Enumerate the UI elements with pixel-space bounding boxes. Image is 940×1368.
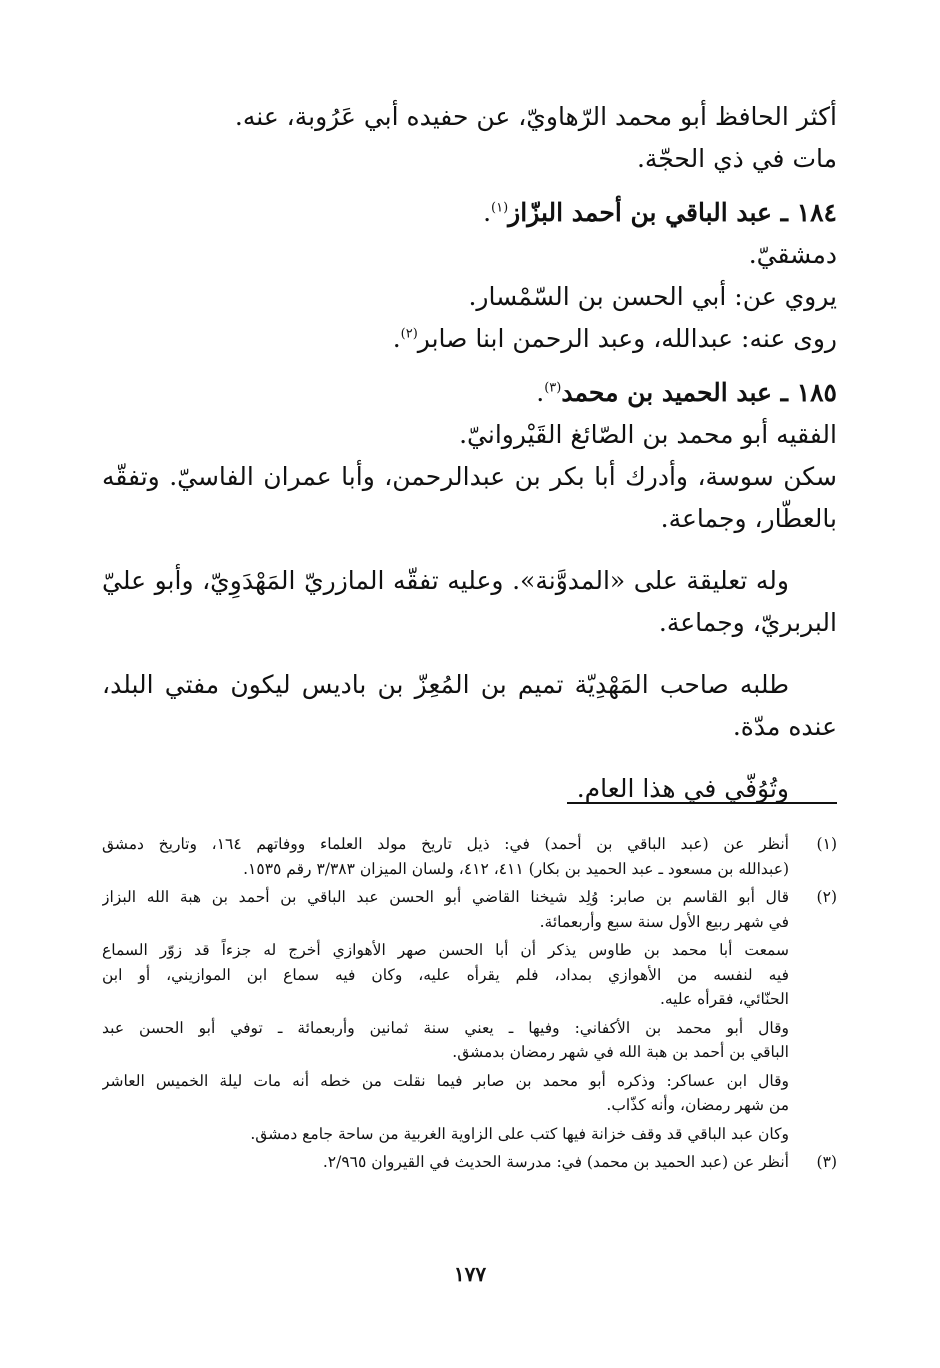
footnote-line: قال أبو القاسم بن صابر: وُلِد شيخنا القاضي أبو الحسن عبد الباقي بن أحمد بن هبة الله البزاز [102, 888, 789, 906]
text-line: سكن سوسة، وأدرك أبا بكر بن عبدالرحمن، وأبا عمران الفاسيّ. وتفقّه [102, 462, 837, 491]
heading-period: . [536, 378, 545, 407]
text-line: مات في ذي الحجّة. [636, 144, 837, 173]
entry-heading-text: ١٨٤ ـ عبد الباقي بن أحمد البزّاز [508, 198, 837, 227]
footnote-line: (عبدالله بن مسعود ـ عبد الحميد بن بكار) ٤١١، ٤١٢، ولسان الميزان ٣/٣٨٣ رقم ١٥٣٥. [243, 859, 789, 878]
footnote-separator [567, 802, 837, 804]
footnote-line: وكان عبد الباقي قد وقف خزانة فيها كتب على الزاوية الغربية من ساحة جامع دمشق. [250, 1124, 789, 1143]
footnote-line: الباقي بن أحمد بن هبة الله في شهر رمضان بدمشق. [452, 1043, 789, 1061]
main-text [102, 96, 837, 810]
footnote-line: وقال ابن عساكر: وذكره أبو محمد بن صابر فيما نقلت من خطه أنه مات ليلة الخميس العاشر [102, 1071, 789, 1090]
text-line: وتُوُفّي في هذا العام. [576, 774, 789, 803]
text-line: يروي عن: أبي الحسن بن السّمْسار. [468, 282, 837, 311]
footnote-line: في شهر ربيع الأول سنة سبع وأربعمائة. [539, 912, 789, 931]
footnote-line: من شهر رمضان، وأنه كذّاب. [606, 1096, 789, 1114]
footnote-line: وقال أبو محمد بن الأكفاني: وفيها ـ يعني سنة ثمانين وأربعمائة ـ توفي أبو الحسن عبد [102, 1018, 789, 1037]
text-line: دمشقيّ. [748, 240, 837, 269]
narrators-text: روى عنه: عبدالله، وعبد الرحمن ابنا صابر [417, 324, 837, 353]
paragraph [102, 560, 837, 644]
footnote-1 [102, 832, 837, 881]
footnote-ref-3: (٣) [544, 380, 562, 396]
text-line: طلبه صاحب المَهْدِيّة تميم بن المُعِزّ بن باديس ليكون مفتي البلد، [102, 670, 789, 699]
paragraph-continuation [102, 96, 837, 180]
entry-heading-184 [102, 192, 837, 234]
text-line: أكثر الحافظ أبو محمد الرّهاويّ، عن حفيده أبي عَرُوبة، عنه. [234, 102, 837, 131]
paragraph [102, 664, 837, 748]
entry-185 [102, 372, 837, 810]
line-period: . [392, 324, 401, 353]
entry-heading-185 [102, 372, 837, 414]
footnote-ref-2: (٢) [400, 326, 418, 342]
footnote-line: سمعت أبا محمد بن طاوس يذكر أن أبا الحسن صهر الأهوازي أخرج له جزءاً قد زوّر السماع [102, 941, 789, 959]
footnote-line: أنظر عن (عبد الحميد بن محمد) في: مدرسة الحديث في القيروان ٢/٩٦٥. [322, 1153, 789, 1171]
text-line: وله تعليقة على «المدوَّنة». وعليه تفقّه المازريّ المَهْدَوِيّ، وأبو عليّ [102, 566, 789, 595]
page-number: ١٧٧ [453, 1262, 487, 1286]
footnote-number: (٣) [816, 1153, 837, 1171]
text-line: الفقيه أبو محمد بن الصّائغ القَيْروانيّ. [459, 420, 837, 449]
heading-period: . [483, 198, 492, 227]
text-line-narrators [102, 318, 837, 360]
entry-heading-text: ١٨٥ ـ عبد الحميد بن محمد [561, 378, 837, 407]
text-line: بالعطّار، وجماعة. [660, 504, 837, 533]
footnote-line: الحنّائي، فقرأه عليه. [659, 990, 789, 1008]
footnote-line: أنظر عن (عبد الباقي بن أحمد) في: ذيل تاريخ مولد العلماء ووفاتهم ١٦٤، وتاريخ دمشق [102, 835, 789, 853]
text-line: عنده مدّة. [732, 712, 837, 741]
paragraph [102, 456, 837, 540]
footnote-ref-1: (١) [491, 200, 509, 216]
text-line: البربريّ، وجماعة. [658, 608, 837, 637]
footnote-number: (١) [816, 835, 837, 853]
footnote-3 [102, 1150, 837, 1175]
footnote-2 [102, 885, 837, 1146]
entry-184 [102, 192, 837, 360]
footnote-line: فيه لنفسه من الأهوازي بمداد، فلم يقرأه عليه، وكان فيه سماع ابن الموازيني، أو ابن [102, 965, 789, 984]
footnote-number: (٢) [816, 888, 837, 906]
footnotes [102, 832, 837, 1175]
